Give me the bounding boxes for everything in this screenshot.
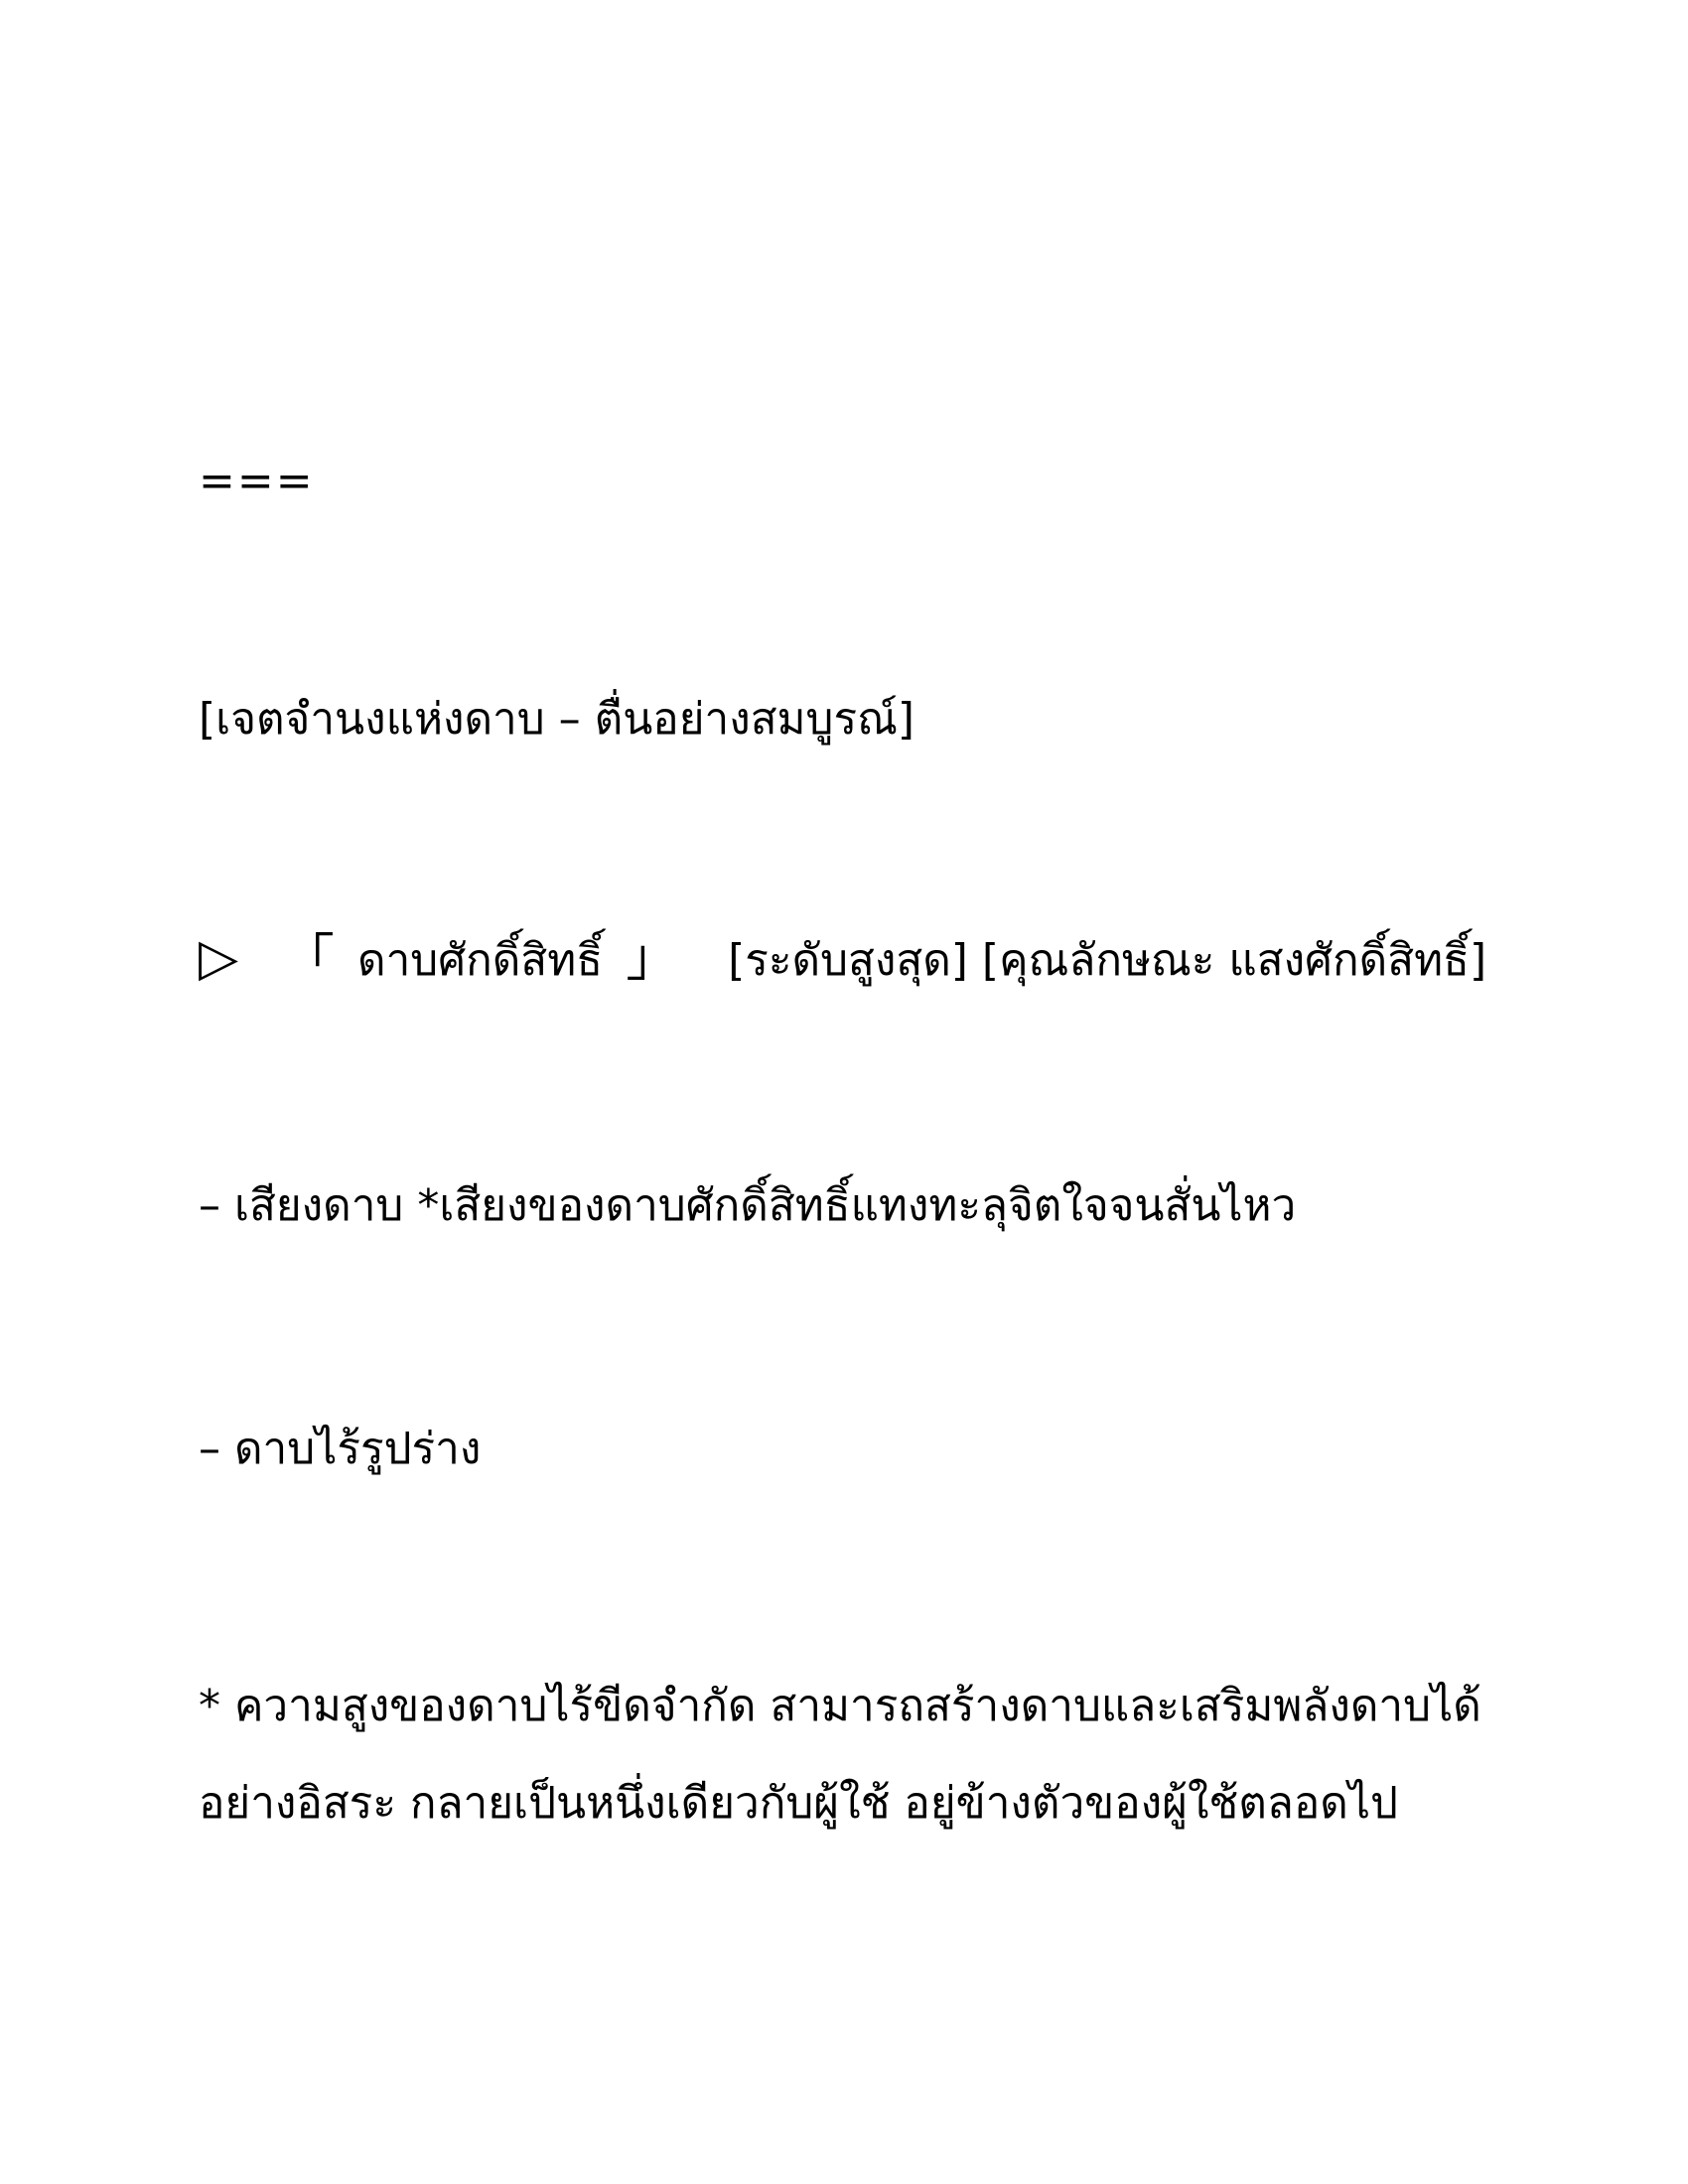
skill-name: ดาบศักดิ์สิทธิ์: [357, 935, 604, 986]
close-bracket: 」: [627, 929, 677, 987]
skill-tags: [ระดับสูงสุด] [คุณลักษณะ แสงศักดิ์สิทธิ์]: [728, 935, 1487, 986]
description-line: – ดาบไร้รูปร่าง: [199, 1424, 482, 1474]
description-line: – เสียงดาบ *เสียงของดาบศักดิ์สิทธิ์แทงทะลุจิตใจจนสั่นไหว: [199, 1180, 1297, 1231]
triangle-marker-icon: ▷: [199, 928, 238, 988]
note-line: * ความสูงของดาบไร้ขีดจำกัด สามารถสร้างดาบและเสริมพลังดาบได้: [199, 1681, 1481, 1731]
note-paragraph: [199, 1658, 1509, 1852]
separator: ===: [199, 456, 315, 506]
open-bracket: 「: [284, 929, 334, 987]
skill-item: [199, 928, 1486, 991]
note-line: อย่างอิสระ กลายเป็นหนึ่งเดียวกับผู้ใช้ อยู่ข้างตัวของผู้ใช้ตลอดไป: [199, 1778, 1398, 1829]
section-heading: [เจตจำนงแห่งดาบ – ตื่นอย่างสมบูรณ์]: [199, 694, 915, 745]
